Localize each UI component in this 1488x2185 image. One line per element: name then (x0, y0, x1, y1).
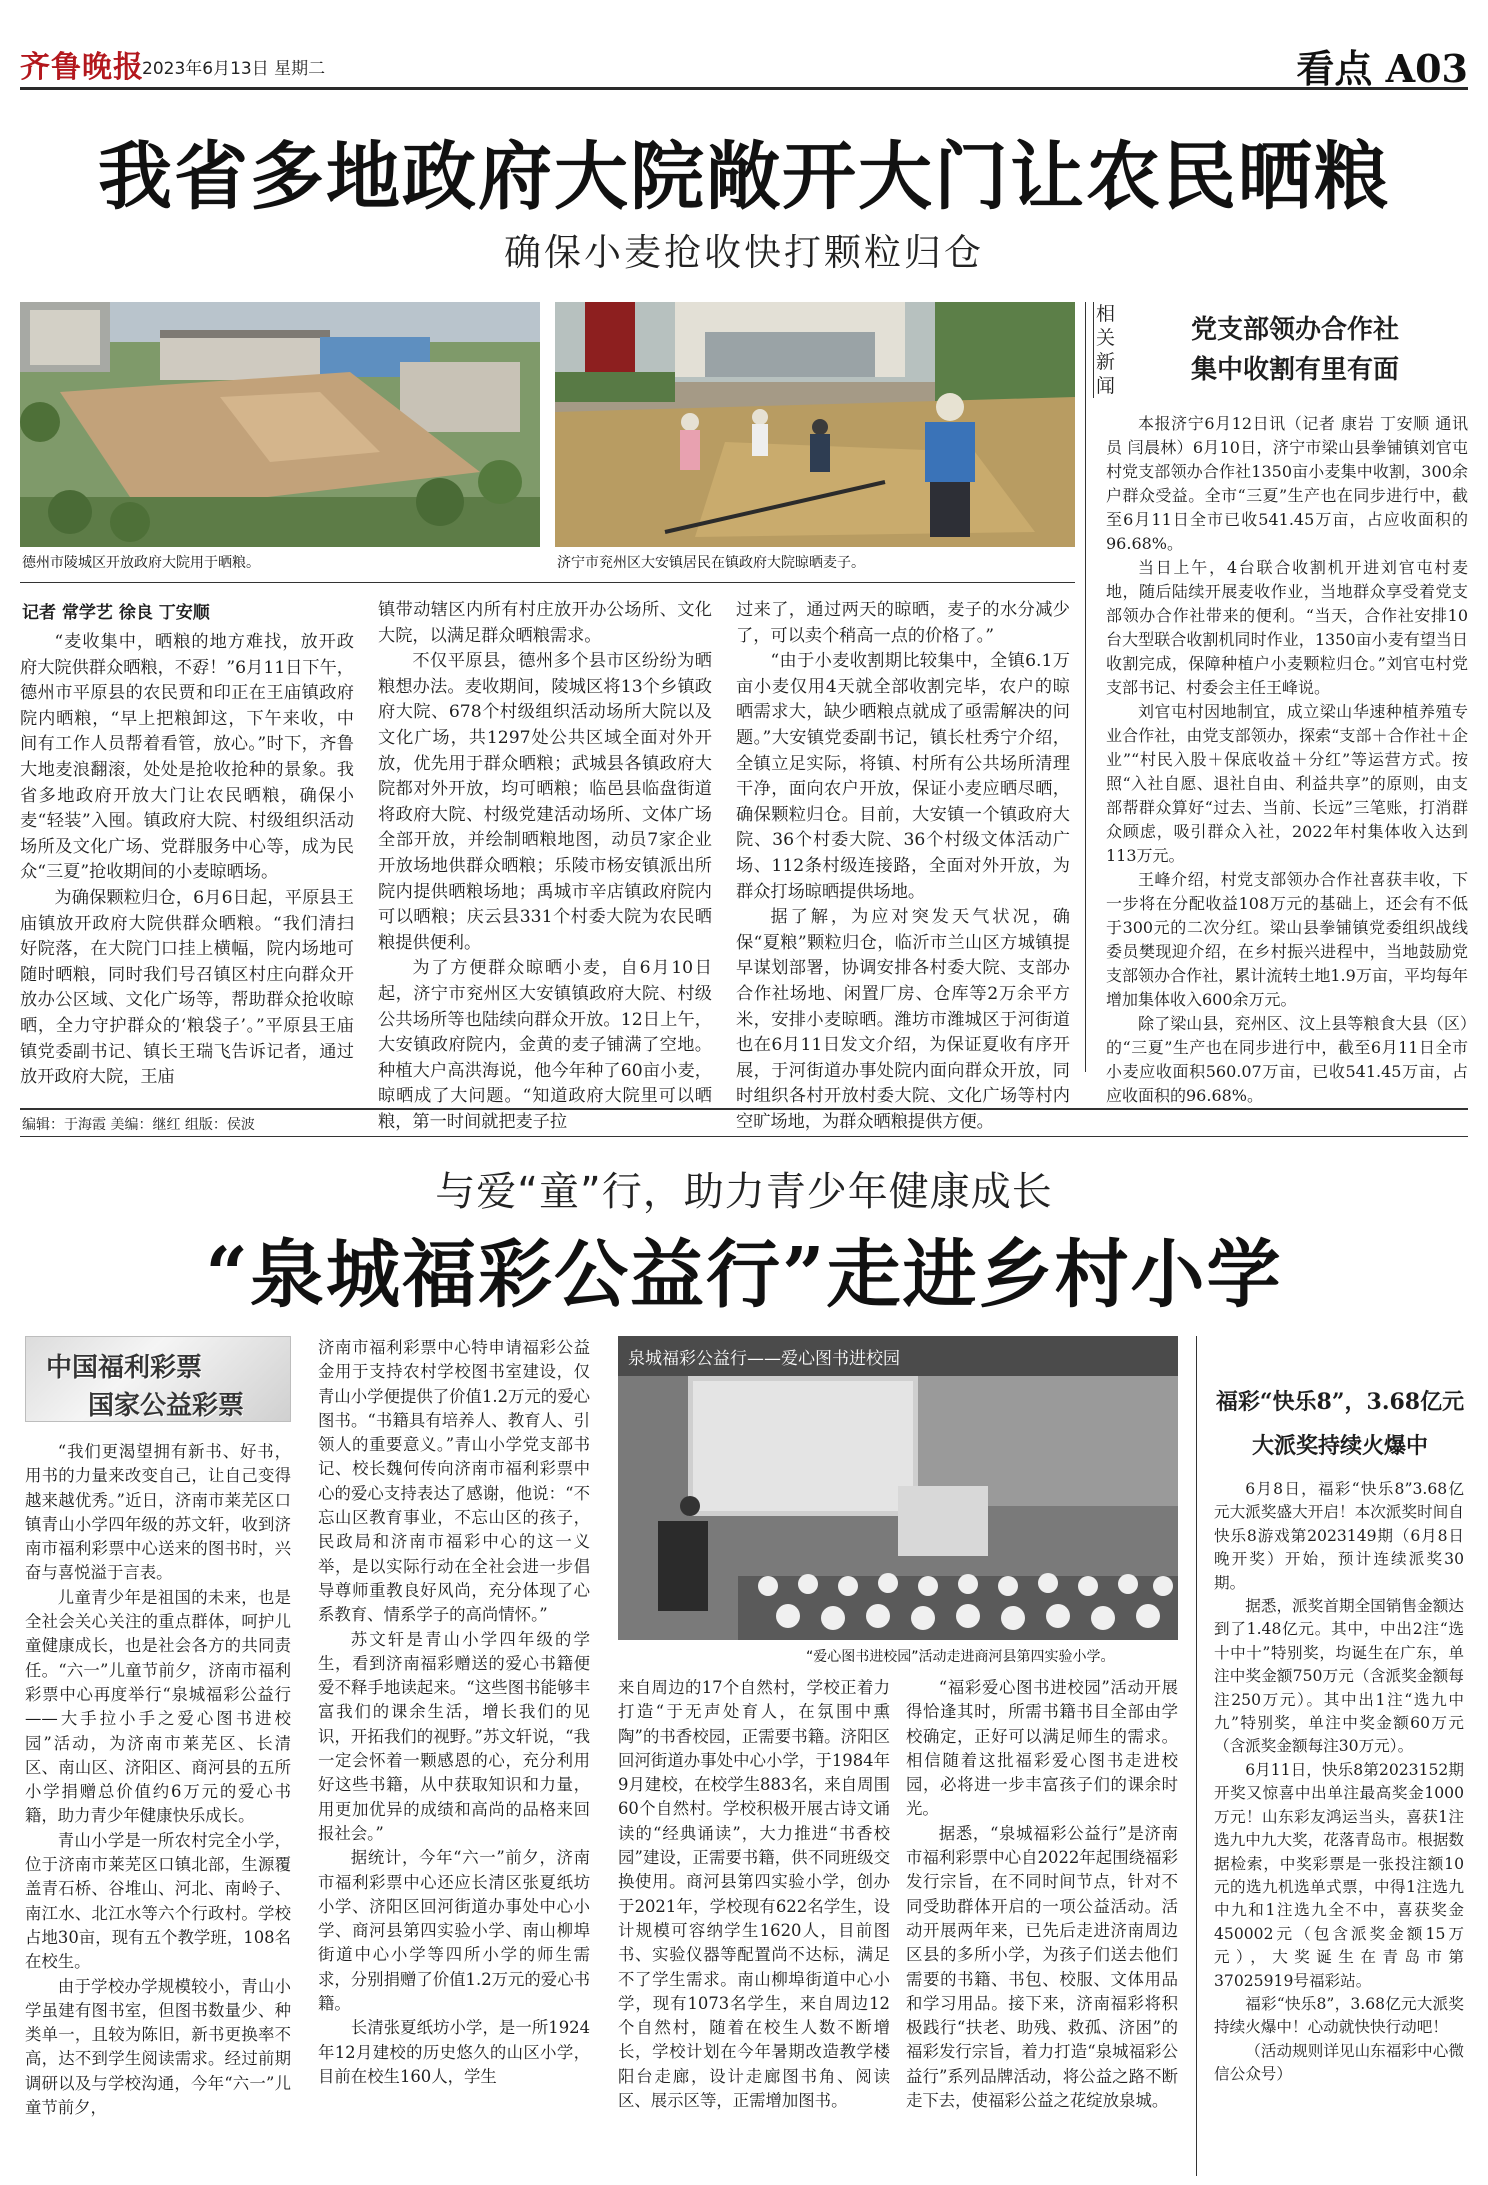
photo2-caption: 济宁市兖州区大安镇居民在镇政府大院晾晒麦子。 (557, 555, 865, 571)
paragraph: 王峰介绍，村党支部领办合作社喜获丰收，下一步将在分配收益108万元的基础上，还会有不低于300元的二次分红。梁山县拳铺镇党委组织战线委员樊现迎介绍，在乡村振兴进程中，当地鼓励党支部领办合作社，累计流转土地1.9万亩，平均每年增加集体收入600余万元。 (1106, 870, 1468, 1009)
paragraph: 济南市福利彩票中心特申请福彩公益金用于支持农村学校图书室建设，仅青山小学便提供了价值1.2万元的爱心图书。“书籍具有培养人、教育人、引领人的重要意义。”青山小学党支部书记、校长魏何传向济南市福利彩票中心的爱心支持表达了感谢，他说：“不忘山区教育事业，不忘山区的孩子，民政局和济南市福彩中心的这一义举，是以实际行动在全社会进一步倡导尊师重教良好风尚，充分体现了心系教育、情系学子的高尚情怀。” (318, 1338, 590, 1625)
paragraph: “由于小麦收割期比较集中，全镇6.1万亩小麦仅用4天就全部收割完毕，农户的晾晒需求大，缺少晒粮点就成了亟需解决的问题。”大安镇党委副书记，镇长杜秀宁介绍，全镇立足实际，将镇、村所有公共场所清理干净，面向农户开放，保证小麦应晒尽晒，确保颗粒归仓。目前，大安镇一个镇政府大院、36个村委大院、36个村级文体活动广场、112条村级连接路，全面对外开放，为群众打场晾晒提供场地。 (736, 651, 1070, 902)
sidebar2-headline-line-2: 大派奖持续火爆中 (1251, 1433, 1428, 1459)
paragraph: 6月8日，福彩“快乐8”3.68亿元大派奖盛大开启！本次派奖时间自快乐8游戏第2023149期（6月8日晚开奖）开始，预计连续派奖30期。 (1214, 1480, 1464, 1592)
related-headline-line-1: 党支部领办合作社 (1190, 315, 1399, 345)
paragraph: 青山小学是一所农村完全小学，位于济南市莱芜区口镇北部，生源覆盖青石桥、谷堆山、河北、南岭子、南江水、北江水等六个行政村。学校占地30亩，现有五个教学班，108名在校生。 (25, 1830, 291, 1972)
paragraph: 除了梁山县，兖州区、汶上县等粮食大县（区）的“三夏”生产也在同步进行中，截至6月11日全市小麦应收面积560.07万亩，已收541.45万亩，占应收面积的96.68%。 (1106, 1014, 1468, 1105)
story2-column-4 (906, 1676, 1178, 2176)
sidebar-divider (1085, 302, 1086, 1072)
paragraph: 来自周边的17个自然村，学校正着力打造“于无声处育人，在氛围中熏陶”的书香校园，正需要书籍。济阳区回河街道办事处中心小学，于1984年9月建校，在校学生883名，来自周围60个自然村。学校积极开展古诗文诵读的“经典诵读”，大力推进“书香校园”建设，正需要书籍，供不同班级交换使用。商河县第四实验小学，创办于2021年，学校现有622名学生，设计规模可容纳学生1620人，目前图书、实验仪器等配置尚不达标，满足不了学生需求。南山柳埠街道中心小学，现有1073名学生，来自周边12个自然村，随着在校生人数不断增长，学校计划在今年暑期改造教学楼阳台走廊，设计走廊图书角、阅读区、展示区等，正需增加图书。 (618, 1678, 890, 2111)
photo1-caption: 德州市陵城区开放政府大院用于晒粮。 (22, 555, 260, 571)
paragraph: 为确保颗粒归仓，6月6日起，平原县王庙镇放开政府大院供群众晒粮。“我们清扫好院落，在大院门口挂上横幅，院内场地可随时晒粮，同时我们号召镇区村庄向群众开放办公区域、文化广场等，帮助群众抢收晾晒，全力守护群众的‘粮袋子’。”平原县王庙镇党委副书记、镇长王瑞飞告诉记者，通过放开政府大院，王庙 (20, 887, 354, 1088)
paragraph: （活动规则详见山东福彩中心微信公众号） (1214, 2041, 1464, 2084)
related-news-label: 相关新闻 (1093, 302, 1115, 398)
paragraph: 当日上午，4台联合收割机开进刘官屯村麦地，随后陆续开展麦收作业，当地群众享受着党支部领办合作社带来的便利。“当天，合作社安排10台大型联合收割机同时作业，1350亩小麦有望当日收割完成，保障种植户小麦颗粒归仓。”刘官屯村党支部书记、村委会主任王峰说。 (1106, 558, 1468, 697)
main-headline: 我省多地政府大院敞开大门让农民晒粮 (98, 134, 1390, 220)
paragraph: 儿童青少年是祖国的未来，也是全社会关心关注的重点群体，呵护儿童健康成长，也是社会各方的共同责任。“六一”儿童节前夕，济南市福利彩票中心再度举行“泉城福彩公益行——大手拉小手之爱心图书进校园”活动，为济南市莱芜区、长清区、南山区、济阳区、商河县的五所小学捐赠总价值约6万元的爱心书籍，助力青少年健康快乐成长。 (25, 1587, 291, 1826)
paragraph: 据统计，今年“六一”前夕，济南市福利彩票中心还应长清区张夏纸坊小学、济阳区回河街道办事处中心小学、商河县第四实验小学、南山柳埠街道中心小学等四所小学的师生需求，分别捐赠了价值1.2万元的爱心书籍。 (318, 1848, 590, 2014)
credits-rule-bottom (20, 1136, 1468, 1137)
paragraph: 不仅平原县，德州多个县市区纷纷为晒粮想办法。麦收期间，陵城区将13个乡镇政府大院、678个村级组织活动场所大院以及文化广场，共1297处公共区域全面对外开放，优先用于群众晒粮；武城县各镇政府大院都对外开放，均可晒粮；临邑县临盘街道将政府大院、村级党建活动场所、文体广场全部开放，并绘制晒粮地图，动员7家企业开放场地供群众晒粮；乐陵市杨安镇派出所院内提供晒粮场地；禹城市辛店镇政府院内可以晒粮；庆云县331个村委大院为农民晒粮提供便利。 (378, 651, 712, 953)
courtyard-aerial-image (20, 302, 540, 547)
masthead (20, 40, 1468, 90)
related-body (1106, 412, 1468, 1105)
story2-column-3 (618, 1676, 890, 2176)
newspaper-logo: 齐鲁晚报 (20, 50, 144, 85)
paragraph: “我们更渴望拥有新书、好书，用书的力量来改变自己，让自己变得越来越优秀。”近日，济南市莱芜区口镇青山小学四年级的苏文轩，收到济南市福利彩票中心送来的图书时，兴奋与喜悦溢于言表。 (25, 1442, 291, 1583)
school-event-image (618, 1336, 1178, 1640)
photo-courtyard-aerial (20, 302, 540, 547)
paragraph: 本报济宁6月12日讯（记者 康岩 丁安顺 通讯员 闫晨林）6月10日，济宁市梁山县拳铺镇刘官屯村党支部领办合作社1350亩小麦集中收割，300余户群众受益。全市“三夏”生产也在同步进行中，截至6月11日全市已收541.45万亩，占应收面积的96.68%。 (1106, 414, 1468, 553)
sidebar2-body (1214, 1478, 1464, 2178)
paragraph: “福彩爱心图书进校园”活动开展得恰逢其时，所需书籍书目全部由学校确定，正好可以满足师生的需求。相信随着这批福彩爱心图书走进校园，必将进一步丰富孩子们的课余时光。 (906, 1678, 1178, 1819)
related-headline-line-2: 集中收割有里有面 (1190, 355, 1399, 385)
paragraph: 由于学校办学规模较小，青山小学虽建有图书室，但图书数量少、种类单一，且较为陈旧，新书更换率不高，达不到学生阅读需求。经过前期调研以及与学校沟通，今年“六一”儿童节前夕， (25, 1976, 291, 2118)
photo-drying-wheat (555, 302, 1075, 547)
paragraph: 镇带动辖区内所有村庄放开办公场所、文化大院，以满足群众晒粮需求。 (378, 600, 712, 646)
credits-rule-top (20, 1108, 1468, 1110)
paragraph: 为了方便群众晾晒小麦，自6月10日起，济宁市兖州区大安镇镇政府大院、村级公共场所等也陆续向群众开放。12日上午，大安镇政府院内，金黄的麦子铺满了空地。种植大户高洪海说，他今年种了60亩小麦，晾晒成了大问题。“知道政府大院里可以晒粮，第一时间就把麦子拉 (378, 958, 712, 1132)
page-credits: 编辑：于海霞 美编：继红 组版：侯波 (22, 1117, 255, 1133)
story2-headline: “泉城福彩公益行”走进乡村小学 (205, 1232, 1283, 1318)
sidebar2-divider (1196, 1336, 1197, 2176)
paragraph: 苏文轩是青山小学四年级的学生，看到济南福彩赠送的爱心书籍便爱不释手地读起来。“这些图书能够丰富我们的课余生活，增长我们的见识，开拓我们的视野。”苏文轩说，“我一定会怀着一颗感恩的心，充分利用好这些书籍，从中获取知识和力量，用更加优异的成绩和高尚的品格来回报社会。” (318, 1629, 590, 1843)
paragraph: “麦收集中，晒粮的地方难找，放开政府大院供群众晒粮，不孬！”6月11日下午，德州市平原县的农民贾和印正在王庙镇政府院内晒粮，“早上把粮卸这，下午来收，中间有工作人员帮着看管，放心。”时下，齐鲁大地麦浪翻滚，处处是抢收抢种的景象。我省多地政府开放大门让农民晒粮，确保小麦“轻装”入囤。镇政府大院、村级组织活动场所及文化广场、党群服务中心等，成为民众“三夏”抢收期间的小麦晾晒场。 (20, 632, 354, 883)
welfare-lottery-logo (25, 1336, 291, 1422)
story2-subheadline: 与爱“童”行，助力青少年健康成长 (435, 1169, 1053, 1215)
paragraph: 过来了，通过两天的晾晒，麦子的水分减少了，可以卖个稍高一点的价格了。” (736, 600, 1070, 646)
issue-date: 2023年6月13日 星期二 (142, 59, 326, 79)
drying-wheat-image (555, 302, 1075, 547)
photo-school-event (618, 1336, 1178, 1640)
paragraph: 据悉，派奖首期全国销售金额达到了1.48亿元。其中，中出2注“选十中十”特别奖，均诞生在广东，单注中奖金额750万元（含派奖金额每注250万元）。其中出1注“选九中九”特别奖，单注中奖金额60万元（含派奖金额每注30万元）。 (1214, 1597, 1464, 1756)
paragraph: 据了解，为应对突发天气状况，确保“夏粮”颗粒归仓，临沂市兰山区方城镇提早谋划部署，协调安排各村委大院、支部办合作社场地、闲置厂房、仓库等2万余平方米，安排小麦晾晒。潍坊市潍城区于河街道也在6月11日发文介绍，为保证夏收有序开展，于河街道办事处院内面向群众开放，同时组织各村开放村委大院、文化广场等村内空旷场地，为群众晒粮提供方便。 (736, 907, 1070, 1132)
paragraph: 刘官屯村因地制宜，成立梁山华速种植养殖专业合作社，由党支部领办，探索“支部＋合作社＋企业”“村民入股＋保底收益＋分红”等运营方式。按照“入社自愿、退社自由、利益共享”的原则，由支部帮群众算好“过去、当前、长远”三笔账，打消群众顾虑，吸引群众入社，2022年村集体收入达到113万元。 (1106, 702, 1468, 865)
story1-column-1 (20, 630, 354, 1088)
paragraph: 6月11日，快乐8第2023152期开奖又惊喜中出单注最高奖金1000万元！山东彩友鸿运当头，喜获1注选九中九大奖，花落青岛市。根据数据检索，中奖彩票是一张投注额10元的选九机选单式票，中得1注选九中九和1注选九全不中，喜获奖金450002元（包含派奖金额15万元），大奖诞生在青岛市第37025919号福彩站。 (1214, 1760, 1464, 1990)
story1-column-3 (736, 598, 1070, 1132)
section-label: 看点 A03 (1296, 46, 1468, 91)
sidebar2-headline-line-1: 福彩“快乐8”，3.68亿元 (1215, 1389, 1465, 1415)
main-subheadline: 确保小麦抢收快打颗粒归仓 (504, 231, 984, 274)
story2-column-2 (318, 1336, 590, 2176)
paragraph: 长清张夏纸坊小学，是一所1924年12月建校的历史悠久的山区小学，目前在校生160人，学生 (318, 2018, 590, 2086)
audience-figures (738, 1573, 1178, 1640)
event-banner-text: 泉城福彩公益行——爱心图书进校园 (628, 1349, 900, 1369)
paragraph: 据悉，“泉城福彩公益行”是济南市福利彩票中心自2022年起围绕福彩发行宗旨，在不同时间节点，针对不同受助群体开启的一项公益活动。活动开展两年来，已先后走进济南周边区县的多所小学，为孩子们送去他们需要的书籍、书包、校服、文体用品和学习用品。接下来，济南福彩将积极践行“扶老、助残、救孤、济困”的福彩发行宗旨，着力打造“泉城福彩公益行”系列品牌活动，将公益之路不断走下去，使福彩公益之花绽放泉城。 (906, 1823, 1178, 2111)
story2-photo-caption: “爱心图书进校园”活动走进商河县第四实验小学。 (806, 1649, 1115, 1665)
lottery-logo-line-2: 国家公益彩票 (88, 1391, 245, 1421)
story2-column-1 (25, 1440, 291, 2175)
byline-rule (20, 582, 1075, 583)
paragraph: 福彩“快乐8”，3.68亿元大派奖持续火爆中！心动就快快行动吧！ (1214, 1994, 1464, 2037)
lottery-logo-line-1: 中国福利彩票 (46, 1353, 203, 1383)
story1-byline: 记者 常学艺 徐良 丁安顺 (22, 603, 210, 623)
story1-column-2 (378, 598, 712, 1132)
